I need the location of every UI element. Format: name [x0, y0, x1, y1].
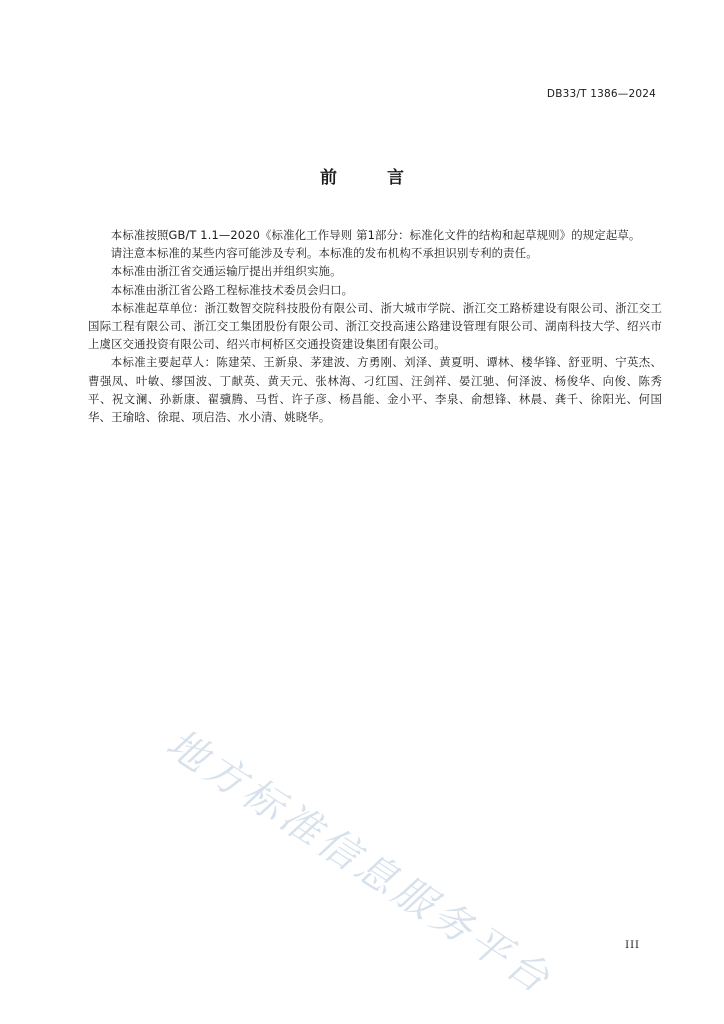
paragraph-drafting-rules: 本标准按照GB/T 1.1—2020《标准化工作导则 第1部分：标准化文件的结构和起草规则》的规定起草。 [110, 228, 641, 242]
foreword-body [88, 226, 662, 426]
paragraph-proposer: 本标准由浙江省交通运输厅提出并组织实施。 [110, 264, 342, 279]
paragraph-drafters: 本标准主要起草人：陈建荣、王新泉、茅建波、方勇刚、刘泽、黄夏明、谭林、楼华锋、舒亚明、宁英杰、曹强凤、叶敏、缪国波、丁献英、黄天元、张林海、刁红国、汪剑祥、晏江驰、何泽波、杨俊华、向俊、陈秀平、祝文澜、孙新康、翟骥腾、马哲、许子彦、杨昌能、金小平、李泉、俞想锋、林晨、龚千、徐阳光、何国华、王瑜晗、徐琨、项启浩、水小清、姚晓华。 [88, 355, 662, 425]
page-title: 前 言 [320, 168, 426, 188]
page-number: III [625, 940, 640, 951]
paragraph-committee: 本标准由浙江省公路工程标准技术委员会归口。 [110, 282, 354, 297]
watermark: 地方标准信息服务平台 [158, 720, 561, 1005]
paragraph-drafting-units: 本标准起草单位：浙江数智交院科技股份有限公司、浙大城市学院、浙江交工路桥建设有限公司、浙江交工国际工程有限公司、浙江交工集团股份有限公司、浙江交投高速公路建设管理有限公司、湖南科技大学、绍兴市上虞区交通投资有限公司、绍兴市柯桥区交通投资建设集团有限公司。 [88, 300, 662, 352]
standard-code: DB33/T 1386—2024 [546, 88, 656, 100]
paragraph-patent-notice: 请注意本标准的某些内容可能涉及专利。本标准的发布机构不承担识别专利的责任。 [110, 246, 538, 261]
